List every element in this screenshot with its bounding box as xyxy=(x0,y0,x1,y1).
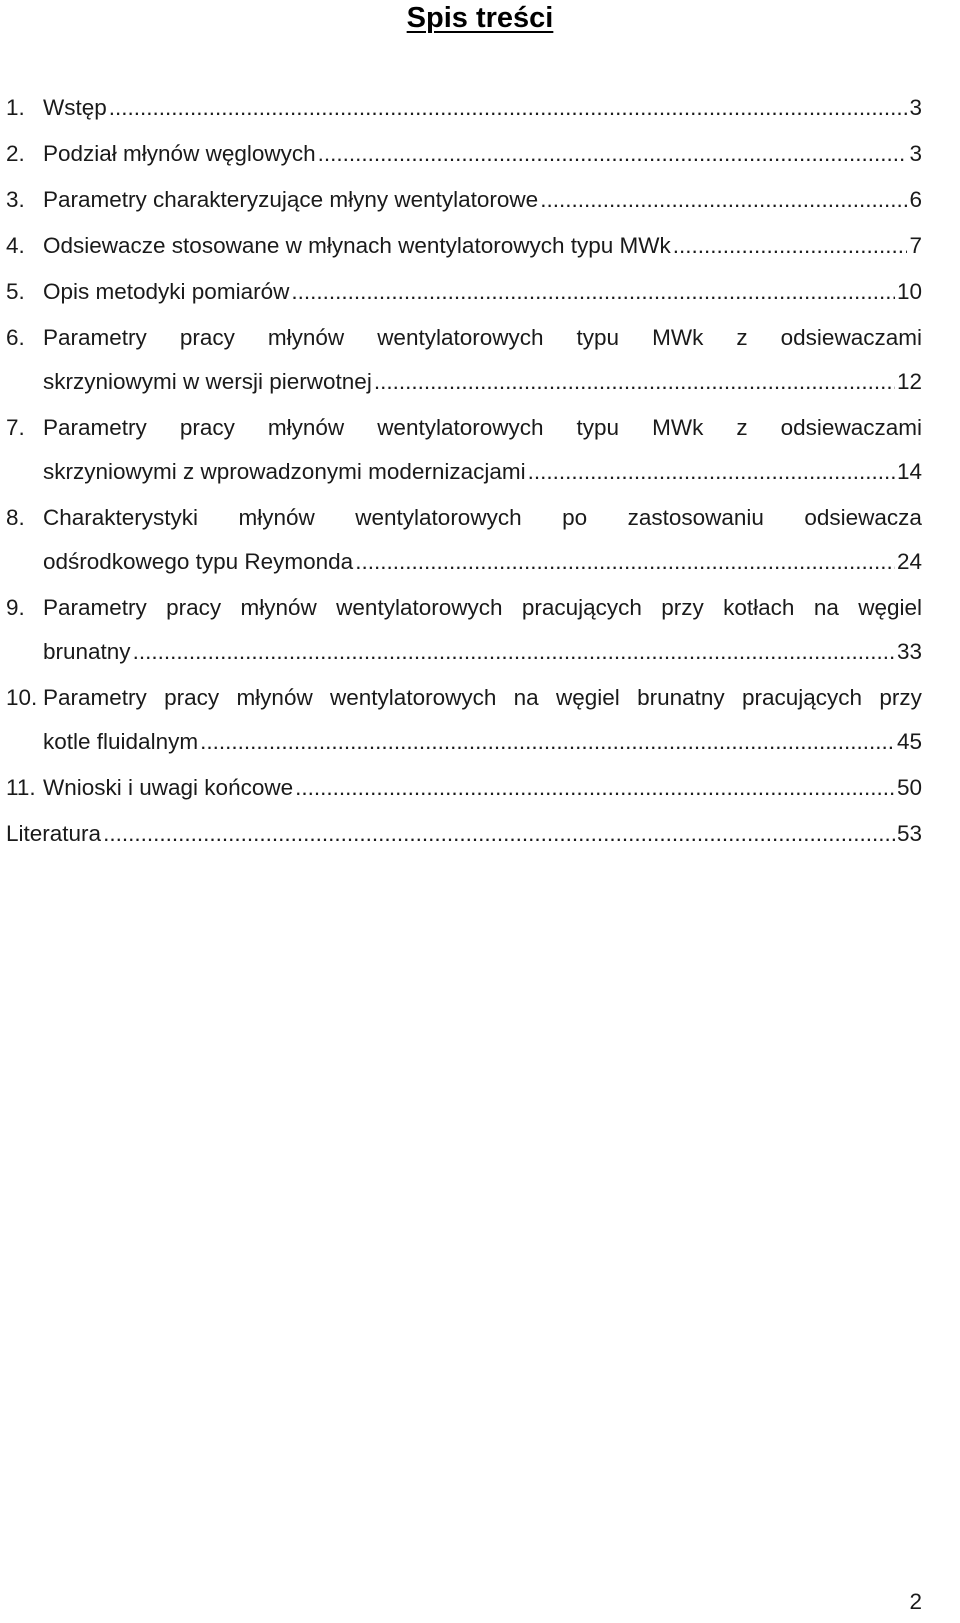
toc-entry-word: z xyxy=(736,325,748,350)
toc-entry-number: 10. xyxy=(6,685,38,710)
toc-entry-word: odsiewacza xyxy=(804,505,922,530)
toc-entry-page: 12 xyxy=(896,369,922,394)
toc-entry-word: na xyxy=(513,685,539,710)
toc-entry-line1 xyxy=(6,680,922,724)
toc-entry-word: Charakterystyki xyxy=(43,505,199,530)
toc-entry-number: 4. xyxy=(6,233,25,258)
toc-entry-word: pracy xyxy=(179,415,235,440)
table-of-contents xyxy=(6,90,922,862)
toc-entry-title: skrzyniowymi z wprowadzonymi modernizacjami xyxy=(43,459,526,484)
dot-leader xyxy=(374,364,895,400)
toc-entry-number: 1. xyxy=(6,95,25,120)
toc-entry[interactable] xyxy=(6,500,922,590)
toc-entry-title: odśrodkowego typu Reymonda xyxy=(43,549,354,574)
toc-entry-word: młynów xyxy=(240,595,317,620)
toc-entry-word: zastosowaniu xyxy=(627,505,764,530)
toc-entry-title: Opis metodyki pomiarów xyxy=(43,279,290,304)
toc-entry-word: przy xyxy=(879,685,922,710)
toc-entry-word: Parametry xyxy=(43,415,147,440)
toc-entry[interactable] xyxy=(6,274,922,320)
dot-leader xyxy=(355,544,895,580)
dot-leader xyxy=(200,724,895,760)
toc-entry-page: 50 xyxy=(896,775,922,800)
toc-entry[interactable] xyxy=(6,228,922,274)
toc-entry-page: 3 xyxy=(909,141,922,166)
toc-entry[interactable] xyxy=(6,680,922,770)
toc-entry-page: 33 xyxy=(896,639,922,664)
dot-leader xyxy=(540,182,907,218)
toc-entry-word: MWk xyxy=(652,415,704,440)
toc-entry-number: 7. xyxy=(6,415,25,440)
toc-entry-page: 45 xyxy=(896,729,922,754)
toc-entry-title: skrzyniowymi w wersji pierwotnej xyxy=(43,369,372,394)
toc-entry-word: po xyxy=(562,505,588,530)
toc-entry-word: Parametry xyxy=(43,685,147,710)
dot-leader xyxy=(295,770,895,806)
toc-entry[interactable] xyxy=(6,816,922,862)
toc-entry[interactable] xyxy=(6,590,922,680)
toc-entry-word: odsiewaczami xyxy=(780,325,922,350)
toc-entry-line1 xyxy=(6,590,922,634)
toc-entry-title: brunatny xyxy=(43,639,131,664)
toc-entry-word: brunatny xyxy=(637,685,725,710)
toc-entry-title: Literatura xyxy=(6,821,102,846)
dot-leader xyxy=(291,274,895,310)
toc-entry-page: 10 xyxy=(896,279,922,304)
page-title-text: Spis treści xyxy=(406,2,554,34)
toc-entry-word: typu xyxy=(576,415,620,440)
page-title xyxy=(0,0,960,36)
toc-entry-word: pracy xyxy=(164,685,220,710)
toc-entry-line1 xyxy=(6,500,922,544)
toc-entry-word: wentylatorowych xyxy=(355,505,522,530)
toc-entry[interactable] xyxy=(6,770,922,816)
dot-leader xyxy=(673,228,908,264)
toc-entry-word: Parametry xyxy=(43,325,147,350)
toc-entry-word: odsiewaczami xyxy=(780,415,922,440)
toc-entry-word: wentylatorowych xyxy=(336,595,503,620)
toc-entry-word: młynów xyxy=(267,325,345,350)
dot-leader xyxy=(109,90,908,126)
toc-entry-number: 3. xyxy=(6,187,25,212)
toc-entry-word: wentylatorowych xyxy=(377,325,544,350)
toc-entry-title: Wnioski i uwagi końcowe xyxy=(43,775,294,800)
toc-entry-title: kotle fluidalnym xyxy=(43,729,199,754)
toc-entry-page: 3 xyxy=(909,95,922,120)
toc-entry[interactable] xyxy=(6,410,922,500)
toc-entry-word: pracujących xyxy=(742,685,863,710)
toc-entry-word: pracujących xyxy=(521,595,642,620)
toc-entry-page: 6 xyxy=(909,187,922,212)
toc-entry-word: z xyxy=(736,415,748,440)
toc-entry-page: 14 xyxy=(896,459,922,484)
toc-entry-word: młynów xyxy=(236,685,313,710)
toc-entry-page: 53 xyxy=(896,821,922,846)
dot-leader xyxy=(318,136,908,172)
toc-entry-word: MWk xyxy=(652,325,704,350)
page-number: 2 xyxy=(909,1589,922,1614)
toc-entry-number: 9. xyxy=(6,595,25,620)
toc-entry-number: 5. xyxy=(6,279,25,304)
toc-entry[interactable] xyxy=(6,90,922,136)
toc-entry-number: 11. xyxy=(6,775,36,800)
toc-entry-page: 7 xyxy=(909,233,922,258)
toc-entry-word: pracy xyxy=(179,325,235,350)
toc-entry-word: węgiel xyxy=(556,685,620,710)
toc-entry-word: przy xyxy=(661,595,704,620)
toc-entry-word: pracy xyxy=(166,595,222,620)
dot-leader xyxy=(133,634,895,670)
toc-entry-word: typu xyxy=(576,325,620,350)
toc-entry-title: Wstęp xyxy=(43,95,107,120)
toc-entry-word: Parametry xyxy=(43,595,147,620)
toc-entry[interactable] xyxy=(6,136,922,182)
toc-entry-word: wentylatorowych xyxy=(330,685,497,710)
toc-entry-word: młynów xyxy=(267,415,345,440)
dot-leader xyxy=(528,454,895,490)
toc-entry-word: kotłach xyxy=(723,595,795,620)
toc-entry-title: Parametry charakteryzujące młyny wentylatorowe xyxy=(43,187,539,212)
toc-entry-page: 24 xyxy=(896,549,922,574)
toc-entry-word: młynów xyxy=(238,505,315,530)
toc-entry[interactable] xyxy=(6,320,922,410)
toc-entry-line1 xyxy=(6,410,922,454)
toc-entry-number: 8. xyxy=(6,505,25,530)
toc-entry-title: Podział młynów węglowych xyxy=(43,141,316,166)
toc-entry-word: węgiel xyxy=(858,595,922,620)
toc-entry-word: wentylatorowych xyxy=(377,415,544,440)
toc-entry-word: na xyxy=(813,595,839,620)
dot-leader xyxy=(103,816,895,852)
toc-entry[interactable] xyxy=(6,182,922,228)
toc-entry-number: 2. xyxy=(6,141,25,166)
toc-entry-title: Odsiewacze stosowane w młynach wentylatorowych typu MWk xyxy=(43,233,671,258)
toc-entry-number: 6. xyxy=(6,325,25,350)
toc-entry-line1 xyxy=(6,320,922,364)
